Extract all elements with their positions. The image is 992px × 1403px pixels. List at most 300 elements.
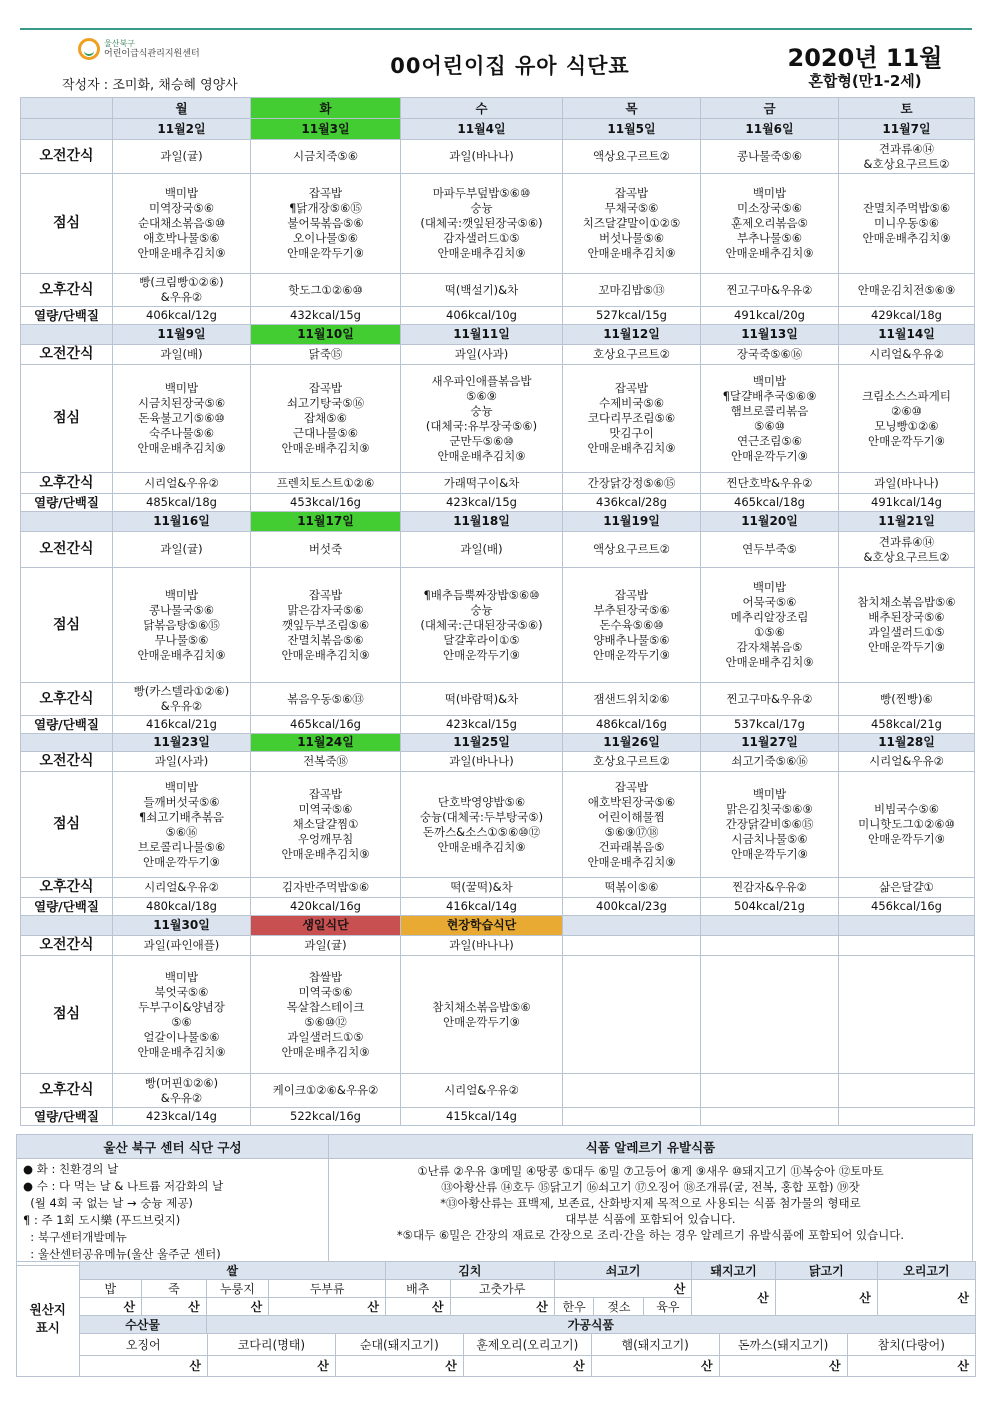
lunch-cell-line: 숭늉 bbox=[470, 201, 493, 215]
pm-snack-cell bbox=[401, 878, 563, 898]
kcal-cell bbox=[113, 716, 251, 734]
date-cell: 11월6일 bbox=[701, 119, 839, 140]
pm-snack-cell-line: 찐감자&우유② bbox=[732, 880, 807, 894]
kcal-cell bbox=[839, 1108, 975, 1126]
am-snack-cell-line: 콩나물죽⑤⑥ bbox=[736, 149, 803, 163]
kcal-cell-line: 527kcal/15g bbox=[596, 308, 667, 322]
lunch-cell-line: 달걀후라이①⑤ bbox=[443, 632, 520, 647]
lunch-cell bbox=[113, 568, 251, 683]
pm-snack-cell bbox=[401, 683, 563, 716]
lunch-cell-line: 마파두부덮밥⑤⑥⑩ bbox=[432, 186, 531, 200]
lunch-row bbox=[21, 174, 975, 274]
lunch-cell-line: 안매운배추김치⑨ bbox=[437, 246, 526, 260]
pm-snack-cell bbox=[563, 274, 701, 307]
kcal-cell-line: 423kcal/15g bbox=[446, 495, 517, 509]
lunch-cell-line: 안매운배추김치⑨ bbox=[137, 246, 226, 260]
origin-nurungji-country: 산 bbox=[206, 1298, 269, 1316]
kcal-cell bbox=[113, 307, 251, 325]
pm-snack-row bbox=[21, 878, 975, 898]
origin-pepper-country: 산 bbox=[450, 1298, 554, 1316]
origin-nurungji: 누룽지 bbox=[206, 1280, 269, 1298]
am-snack-label: 오전간식 bbox=[21, 532, 113, 568]
menu-date: 2020년 11월 bbox=[787, 44, 943, 72]
pm-snack-label: 오후간식 bbox=[21, 473, 113, 494]
date-row-label bbox=[21, 325, 113, 345]
lunch-cell-line: 백미밥 bbox=[164, 381, 199, 395]
lunch-cell-line: 수제비국⑤⑥ bbox=[598, 396, 665, 410]
kcal-cell-line: 504kcal/21g bbox=[734, 899, 805, 913]
lunch-cell-line: 양배추나물⑤⑥ bbox=[593, 632, 670, 647]
pm-snack-cell-line: 떡(꿀떡)&차 bbox=[450, 880, 513, 894]
lunch-cell-line: 간장닭갈비⑤⑥⑮ bbox=[725, 817, 814, 831]
date-row bbox=[21, 734, 975, 752]
date-cell: 11월14일 bbox=[839, 325, 975, 345]
am-snack-cell-line: 과일(배) bbox=[160, 347, 203, 361]
am-snack-cell bbox=[401, 532, 563, 568]
kcal-cell-line: 485kcal/18g bbox=[146, 495, 217, 509]
lunch-cell-line: 부추된장국⑤⑥ bbox=[593, 602, 670, 617]
am-snack-label: 오전간식 bbox=[21, 140, 113, 174]
pm-snack-cell bbox=[251, 274, 401, 307]
origin-smoked-duck: 훈제오리(오리고기) bbox=[463, 1334, 591, 1355]
pm-snack-cell bbox=[401, 274, 563, 307]
lunch-cell-line: ⑤⑥⑩⑫ bbox=[304, 1014, 347, 1029]
lunch-cell-line: 돈까스&소스①⑤⑥⑩⑫ bbox=[422, 824, 541, 839]
lunch-cell-line: 과일샐러드①⑤ bbox=[287, 1029, 364, 1044]
lunch-cell-line: 연근조림⑤⑥ bbox=[736, 433, 803, 448]
origin-tofu: 두부류 bbox=[269, 1280, 386, 1298]
pm-snack-cell-line: 시리얼&우유② bbox=[444, 1083, 519, 1097]
lunch-cell-line: 무나물⑤⑥ bbox=[154, 632, 209, 647]
lunch-cell-line: 치즈달걀말이①②⑤ bbox=[582, 216, 681, 230]
am-snack-cell bbox=[251, 936, 401, 956]
lunch-cell-line: 들깨버섯국⑤⑥ bbox=[143, 794, 220, 809]
am-snack-cell bbox=[401, 345, 563, 365]
pm-snack-cell bbox=[839, 878, 975, 898]
pm-snack-cell bbox=[563, 473, 701, 494]
am-snack-cell bbox=[251, 140, 401, 174]
date-row-label bbox=[21, 512, 113, 532]
date-cell bbox=[839, 916, 975, 936]
am-snack-row bbox=[21, 345, 975, 365]
pm-snack-cell-line: &우유② bbox=[160, 1090, 203, 1105]
lunch-cell-line: 숭늉 bbox=[470, 403, 493, 418]
lunch-cell-line: 숙주나물⑤⑥ bbox=[148, 426, 215, 440]
kcal-cell-line: 406kcal/10g bbox=[446, 308, 517, 322]
date-row bbox=[21, 512, 975, 532]
lunch-cell-line: 목살찹스테이크 bbox=[286, 999, 365, 1014]
kcal-cell bbox=[701, 494, 839, 512]
am-snack-cell bbox=[113, 345, 251, 365]
am-snack-cell bbox=[401, 140, 563, 174]
lunch-cell-line: 훈제오리볶음⑤ bbox=[731, 216, 808, 230]
lunch-cell-line: 안매운배추김치⑨ bbox=[137, 441, 226, 455]
lunch-cell bbox=[401, 365, 563, 473]
lunch-cell-line: 안매운배추김치⑨ bbox=[587, 246, 676, 260]
date-cell: 11월30일 bbox=[113, 916, 251, 936]
lunch-cell bbox=[401, 174, 563, 274]
lunch-cell-line: 잡곡밥 bbox=[614, 587, 649, 602]
menu-type: 혼합형(만1-2세) bbox=[808, 72, 922, 90]
am-snack-cell bbox=[563, 936, 701, 956]
am-snack-cell-line: 과일(바나나) bbox=[449, 754, 514, 768]
lunch-cell-line: ②⑥⑩ bbox=[891, 403, 922, 418]
lunch-cell bbox=[701, 568, 839, 683]
pm-snack-cell bbox=[113, 274, 251, 307]
origin-label-line: 표시 bbox=[35, 1320, 60, 1335]
lunch-cell-line: ⑤⑥⑯ bbox=[165, 824, 198, 839]
kcal-cell bbox=[251, 1108, 401, 1126]
kcal-cell bbox=[701, 898, 839, 916]
pm-snack-cell-line: 시리얼&우유② bbox=[144, 880, 219, 894]
legend-composition bbox=[17, 1159, 329, 1266]
lunch-cell-line: 깻잎두부조림⑤⑥ bbox=[281, 617, 370, 632]
date-cell: 11월9일 bbox=[113, 325, 251, 345]
am-snack-cell bbox=[563, 752, 701, 772]
pm-snack-cell-line: 찐단호박&우유② bbox=[726, 475, 813, 490]
legend-composition-item: (월 4회 국 없는 날 → 숭늉 제공) bbox=[23, 1196, 193, 1210]
kcal-label: 열량/단백질 bbox=[21, 898, 113, 916]
pm-snack-label: 오후간식 bbox=[21, 1074, 113, 1108]
legend-table bbox=[16, 1134, 973, 1266]
am-snack-row bbox=[21, 140, 975, 174]
lunch-cell-line: 안매운배추김치⑨ bbox=[437, 839, 526, 854]
am-snack-cell-line: 시리얼&우유② bbox=[869, 347, 944, 361]
pm-snack-cell-line: 빵(찐빵)⑥ bbox=[880, 691, 933, 706]
am-snack-cell-line: 액상요구르트② bbox=[593, 149, 670, 163]
kcal-cell-line: 429kcal/18g bbox=[871, 308, 942, 322]
lunch-cell-line: 과일샐러드①⑤ bbox=[868, 625, 945, 639]
kcal-cell-line: 416kcal/14g bbox=[446, 899, 517, 913]
lunch-cell-line: 건파래볶음⑤ bbox=[598, 839, 665, 854]
pm-snack-cell bbox=[401, 473, 563, 494]
lunch-cell-line: 오이나물⑤⑥ bbox=[292, 231, 359, 245]
lunch-cell-line: 안매운배추김치⑨ bbox=[281, 647, 370, 662]
date-cell: 11월21일 bbox=[839, 512, 975, 532]
lunch-cell-line: 잡채⑤⑥ bbox=[304, 411, 347, 425]
am-snack-cell-line: 과일(파인애플) bbox=[143, 938, 220, 952]
lunch-cell-line: 백미밥 bbox=[164, 587, 199, 602]
pm-snack-cell bbox=[113, 878, 251, 898]
date-cell: 생일식단 bbox=[251, 916, 401, 936]
author: 작성자 : 조미화, 채승혜 영양사 bbox=[62, 78, 238, 93]
am-snack-cell-line: 쇠고기죽⑤⑥⑯ bbox=[731, 754, 808, 768]
lunch-cell-line: 부추나물⑤⑥ bbox=[736, 231, 803, 245]
day-0: 월 bbox=[113, 98, 251, 119]
lunch-cell-line: 미소장국⑤⑥ bbox=[736, 201, 803, 215]
lunch-cell-line: 감자샐러드①⑤ bbox=[443, 231, 520, 245]
origin-beef-cattle: 육우 bbox=[644, 1298, 692, 1316]
pm-snack-cell-line: &우유② bbox=[160, 699, 203, 713]
date-cell: 11월24일 bbox=[251, 734, 401, 752]
lunch-cell-line: 안매운배추김치⑨ bbox=[587, 854, 676, 869]
lunch-cell-line: 잡곡밥 bbox=[614, 186, 649, 200]
kcal-cell bbox=[563, 1108, 701, 1126]
lunch-cell-line: 무채국⑤⑥ bbox=[604, 201, 659, 215]
am-snack-cell-line: 장국죽⑤⑥⑯ bbox=[736, 347, 803, 361]
pm-snack-cell bbox=[839, 1074, 975, 1108]
am-snack-label: 오전간식 bbox=[21, 752, 113, 772]
pm-snack-cell-line: 빵(머핀①②⑥) bbox=[144, 1075, 219, 1090]
logo-line2: 어린이급식관리지원센터 bbox=[104, 49, 200, 59]
page-title: 00어린이집 유아 식단표 bbox=[390, 54, 630, 78]
lunch-cell-line: ⑤⑥ bbox=[171, 1014, 192, 1029]
origin-group-seafood: 수산물 bbox=[79, 1316, 206, 1334]
date-cell: 11월18일 bbox=[401, 512, 563, 532]
origin-tuna-country: 산 bbox=[847, 1355, 975, 1376]
origin-group-processed: 가공식품 bbox=[206, 1316, 975, 1334]
legend-allergens bbox=[329, 1159, 973, 1266]
origin-ham: 햄(돼지고기) bbox=[591, 1334, 719, 1355]
origin-rice-country: 산 bbox=[79, 1298, 142, 1316]
origin-porridge: 죽 bbox=[142, 1280, 207, 1298]
pm-snack-cell-line: 프렌치토스트①②⑥ bbox=[276, 475, 375, 490]
origin-label bbox=[17, 1262, 80, 1377]
am-snack-cell bbox=[251, 532, 401, 568]
pm-snack-cell-line: 과일(바나나) bbox=[874, 475, 939, 490]
lunch-cell bbox=[839, 568, 975, 683]
pm-snack-cell bbox=[563, 683, 701, 716]
lunch-cell-line: 채소달걀찜① bbox=[292, 817, 359, 831]
pm-snack-cell-line: &우유② bbox=[160, 290, 203, 304]
origin-ham-country: 산 bbox=[591, 1355, 719, 1376]
origin-cutlet: 돈까스(돼지고기) bbox=[719, 1334, 847, 1355]
lunch-cell-line: 코다리무조림⑤⑥ bbox=[587, 411, 676, 425]
pm-snack-cell bbox=[701, 274, 839, 307]
kcal-row bbox=[21, 307, 975, 325]
lunch-cell bbox=[701, 772, 839, 878]
kcal-row bbox=[21, 716, 975, 734]
lunch-cell-line: 닭볶음탕⑤⑥⑮ bbox=[143, 617, 220, 632]
pm-snack-cell-line: 삶은달걀① bbox=[879, 880, 934, 894]
lunch-cell-line: 메추리알장조림 bbox=[730, 610, 809, 624]
origin-cutlet-country: 산 bbox=[719, 1355, 847, 1376]
kcal-cell-line: 406kcal/12g bbox=[146, 308, 217, 322]
lunch-cell-line: 어린이해물찜 bbox=[598, 809, 665, 824]
lunch-cell-line: (대체국:깻잎된장국⑤⑥) bbox=[420, 216, 543, 230]
date-row-label bbox=[21, 916, 113, 936]
lunch-label: 점심 bbox=[21, 956, 113, 1074]
legend-right-title: 식품 알레르기 유발식품 bbox=[329, 1135, 973, 1159]
lunch-cell bbox=[401, 772, 563, 878]
lunch-cell-line: 비빔국수⑤⑥ bbox=[873, 802, 940, 816]
lunch-cell bbox=[401, 956, 563, 1074]
am-snack-cell-line: 호상요구르트② bbox=[593, 347, 670, 361]
origin-cabbage: 배추 bbox=[385, 1280, 450, 1298]
pm-snack-cell-line: 볶음우동⑤⑥⑬ bbox=[287, 691, 364, 706]
lunch-cell-line: 감자채볶음⑤ bbox=[736, 640, 803, 654]
pm-snack-row bbox=[21, 1074, 975, 1108]
lunch-cell-line: 불어묵볶음⑤⑥ bbox=[287, 216, 364, 230]
lunch-cell-line: ①⑤⑥ bbox=[754, 625, 785, 639]
am-snack-cell-line: 과일(바나나) bbox=[449, 149, 514, 163]
lunch-cell-line: 안매운깍두기⑨ bbox=[443, 1014, 520, 1029]
lunch-cell bbox=[251, 174, 401, 274]
lunch-label: 점심 bbox=[21, 568, 113, 683]
am-snack-cell-line: 과일(바나나) bbox=[449, 938, 514, 952]
am-snack-label: 오전간식 bbox=[21, 936, 113, 956]
kcal-cell bbox=[401, 307, 563, 325]
lunch-cell-line: ¶닭개장⑤⑥⑮ bbox=[289, 201, 362, 215]
kcal-cell-line: 465kcal/18g bbox=[734, 495, 805, 509]
lunch-cell-line: 미역국⑤⑥ bbox=[298, 984, 353, 999]
lunch-cell-line: ¶배추듬뿍짜장밥⑤⑥⑩ bbox=[423, 587, 540, 602]
origin-tuna: 참치(다랑어) bbox=[847, 1334, 975, 1355]
pm-snack-cell-line: 꼬마김밥⑤⑬ bbox=[598, 282, 665, 297]
am-snack-cell bbox=[701, 532, 839, 568]
am-snack-cell-line: 시리얼&우유② bbox=[869, 754, 944, 768]
lunch-cell-line: 얼갈이나물⑤⑥ bbox=[143, 1029, 220, 1044]
lunch-cell-line: 백미밥 bbox=[164, 186, 199, 200]
origin-label-line: 원산지 bbox=[29, 1302, 66, 1317]
origin-tofu-country: 산 bbox=[269, 1298, 386, 1316]
lunch-cell-line: 돈수육⑤⑥⑩ bbox=[599, 617, 664, 632]
lunch-cell-line: 안매운배추김치⑨ bbox=[587, 441, 676, 455]
pm-snack-cell-line: 김자반주먹밥⑤⑥ bbox=[281, 880, 370, 894]
kcal-label: 열량/단백질 bbox=[21, 1108, 113, 1126]
lunch-cell-line: 백미밥 bbox=[752, 186, 787, 200]
lunch-cell-line: 미역국⑤⑥ bbox=[298, 802, 353, 816]
kcal-cell-line: 480kcal/18g bbox=[146, 899, 217, 913]
lunch-cell-line: ⑤⑥⑨⑰⑱ bbox=[604, 824, 659, 839]
kcal-cell bbox=[251, 716, 401, 734]
kcal-cell bbox=[563, 494, 701, 512]
pm-snack-cell-line: 떡(바람떡)&차 bbox=[444, 691, 519, 706]
pm-snack-cell bbox=[113, 683, 251, 716]
pm-snack-cell-line: 찐고구마&우유② bbox=[726, 691, 813, 706]
am-snack-cell bbox=[113, 752, 251, 772]
lunch-cell-line: 버섯나물⑤⑥ bbox=[598, 231, 665, 245]
lunch-cell-line: 햄브로콜리볶음 bbox=[730, 403, 809, 418]
lunch-cell bbox=[113, 365, 251, 473]
lunch-cell bbox=[563, 174, 701, 274]
lunch-cell-line: 백미밥 bbox=[752, 787, 787, 801]
legend-allergen-line: 대부분 식품에 포함되어 있습니다. bbox=[565, 1212, 736, 1226]
kcal-cell bbox=[839, 494, 975, 512]
lunch-cell-line: 안매운깍두기⑨ bbox=[731, 448, 808, 463]
am-snack-cell-line: 과일(사과) bbox=[454, 347, 509, 361]
date-cell: 11월20일 bbox=[701, 512, 839, 532]
kcal-cell-line: 453kcal/16g bbox=[290, 495, 361, 509]
lunch-cell-line: (대체국:유부장국⑤⑥) bbox=[425, 418, 538, 433]
kcal-cell-line: 456kcal/16g bbox=[871, 899, 942, 913]
date-cell bbox=[701, 916, 839, 936]
origin-duck-country: 산 bbox=[877, 1280, 975, 1316]
lunch-cell bbox=[251, 568, 401, 683]
lunch-cell-line: ¶달걀배추국⑤⑥⑨ bbox=[722, 388, 817, 403]
am-snack-cell-line: 견과류④⑭ bbox=[878, 141, 935, 156]
am-snack-cell bbox=[839, 752, 975, 772]
pm-snack-label: 오후간식 bbox=[21, 878, 113, 898]
pm-snack-cell-line: 케이크①②⑥&우유② bbox=[272, 1083, 379, 1097]
lunch-cell-line: 시금치나물⑤⑥ bbox=[731, 832, 808, 846]
date-row-label bbox=[21, 734, 113, 752]
pm-snack-cell bbox=[701, 683, 839, 716]
kcal-cell bbox=[401, 494, 563, 512]
pm-snack-cell-line: 빵(크림빵①②⑥) bbox=[139, 275, 224, 289]
lunch-cell-line: 찹쌀밥 bbox=[308, 969, 343, 984]
date-cell: 11월7일 bbox=[839, 119, 975, 140]
origin-sundae-country: 산 bbox=[335, 1355, 463, 1376]
origin-group-kimchi: 김치 bbox=[385, 1262, 554, 1280]
legend-composition-item: ¶ : 주 1회 도시樂 (푸드브릿지) bbox=[23, 1213, 181, 1227]
kcal-cell-line: 423kcal/14g bbox=[146, 1109, 217, 1123]
kcal-cell bbox=[563, 898, 701, 916]
center-logo bbox=[78, 38, 200, 60]
am-snack-cell-line: 버섯죽 bbox=[308, 542, 343, 556]
pm-snack-cell-line: 안매운김치전⑤⑥⑨ bbox=[857, 282, 956, 297]
kcal-cell bbox=[563, 716, 701, 734]
lunch-cell-line: 군만두⑤⑥⑩ bbox=[449, 433, 514, 448]
lunch-cell-line: 두부구이&양념장 bbox=[138, 999, 225, 1014]
pm-snack-cell bbox=[251, 473, 401, 494]
lunch-cell bbox=[563, 568, 701, 683]
lunch-cell-line: 순대채소볶음⑤⑩ bbox=[137, 216, 226, 230]
date-cell: 11월16일 bbox=[113, 512, 251, 532]
lunch-cell bbox=[839, 772, 975, 878]
am-snack-cell-line: 과일(귤) bbox=[160, 542, 203, 556]
date-cell: 11월17일 bbox=[251, 512, 401, 532]
legend-allergen-line: *⑤대두 ⑥밀은 간장의 재료로 간장으로 조리·간을 하는 경우 알레르기 유발식품에 포함되어 있습니다. bbox=[396, 1228, 905, 1242]
lunch-cell-line: 애호박나물⑤⑥ bbox=[143, 231, 220, 245]
kcal-cell-line: 423kcal/15g bbox=[446, 717, 517, 731]
kcal-cell-line: 491kcal/20g bbox=[734, 308, 805, 322]
pm-snack-cell bbox=[563, 878, 701, 898]
lunch-cell-line: ¶쇠고기배추볶음 bbox=[138, 809, 225, 824]
am-snack-cell bbox=[113, 532, 251, 568]
lunch-cell-line: 안매운깍두기⑨ bbox=[593, 647, 670, 662]
lunch-label: 점심 bbox=[21, 174, 113, 274]
am-snack-cell bbox=[839, 345, 975, 365]
kcal-cell-line: 491kcal/14g bbox=[871, 495, 942, 509]
pm-snack-cell bbox=[401, 1074, 563, 1108]
pm-snack-cell bbox=[113, 1074, 251, 1108]
lunch-cell-line: 새우파인애플볶음밥 bbox=[431, 373, 532, 388]
lunch-cell-line: 잡곡밥 bbox=[308, 381, 343, 395]
lunch-cell-line: 쇠고기탕국⑤⑯ bbox=[286, 396, 365, 410]
legend-composition-item: ● 수 : 다 먹는 날 & 나트륨 저감화의 날 bbox=[23, 1179, 224, 1193]
am-snack-cell-line: 과일(배) bbox=[460, 542, 503, 556]
am-snack-cell-line: &호상요구르트② bbox=[863, 549, 950, 564]
lunch-cell-line: 크림소스스파게티 bbox=[862, 388, 951, 403]
lunch-cell bbox=[113, 174, 251, 274]
am-snack-cell-line: 닭죽⑮ bbox=[308, 347, 343, 361]
kcal-cell bbox=[839, 898, 975, 916]
pm-snack-cell-line: 찐고구마&우유② bbox=[726, 282, 813, 297]
lunch-cell-line: 잔멸치볶음⑤⑥ bbox=[287, 632, 364, 647]
lunch-cell-line: 참치채소볶음밥⑤⑥ bbox=[432, 999, 531, 1014]
kcal-cell-line: 465kcal/16g bbox=[290, 717, 361, 731]
day-2: 수 bbox=[401, 98, 563, 119]
kcal-cell bbox=[701, 307, 839, 325]
am-snack-row bbox=[21, 532, 975, 568]
date-cell: 11월13일 bbox=[701, 325, 839, 345]
origin-pollock: 코다리(명태) bbox=[207, 1334, 335, 1355]
kcal-cell bbox=[113, 1108, 251, 1126]
kcal-label: 열량/단백질 bbox=[21, 307, 113, 325]
lunch-cell-line: 잡곡밥 bbox=[614, 779, 649, 794]
origin-squid-country: 산 bbox=[80, 1355, 208, 1376]
kcal-cell bbox=[251, 307, 401, 325]
lunch-cell-line: 콩나물국⑤⑥ bbox=[148, 602, 215, 617]
lunch-label: 점심 bbox=[21, 772, 113, 878]
lunch-cell-line: ⑤⑥⑩ bbox=[754, 418, 785, 433]
logo-line1: 울산북구 bbox=[104, 39, 135, 48]
origin-dairy-cattle: 젖소 bbox=[594, 1298, 644, 1316]
kcal-cell bbox=[839, 307, 975, 325]
lunch-row bbox=[21, 956, 975, 1074]
am-snack-cell-line: &호상요구르트② bbox=[863, 156, 950, 171]
